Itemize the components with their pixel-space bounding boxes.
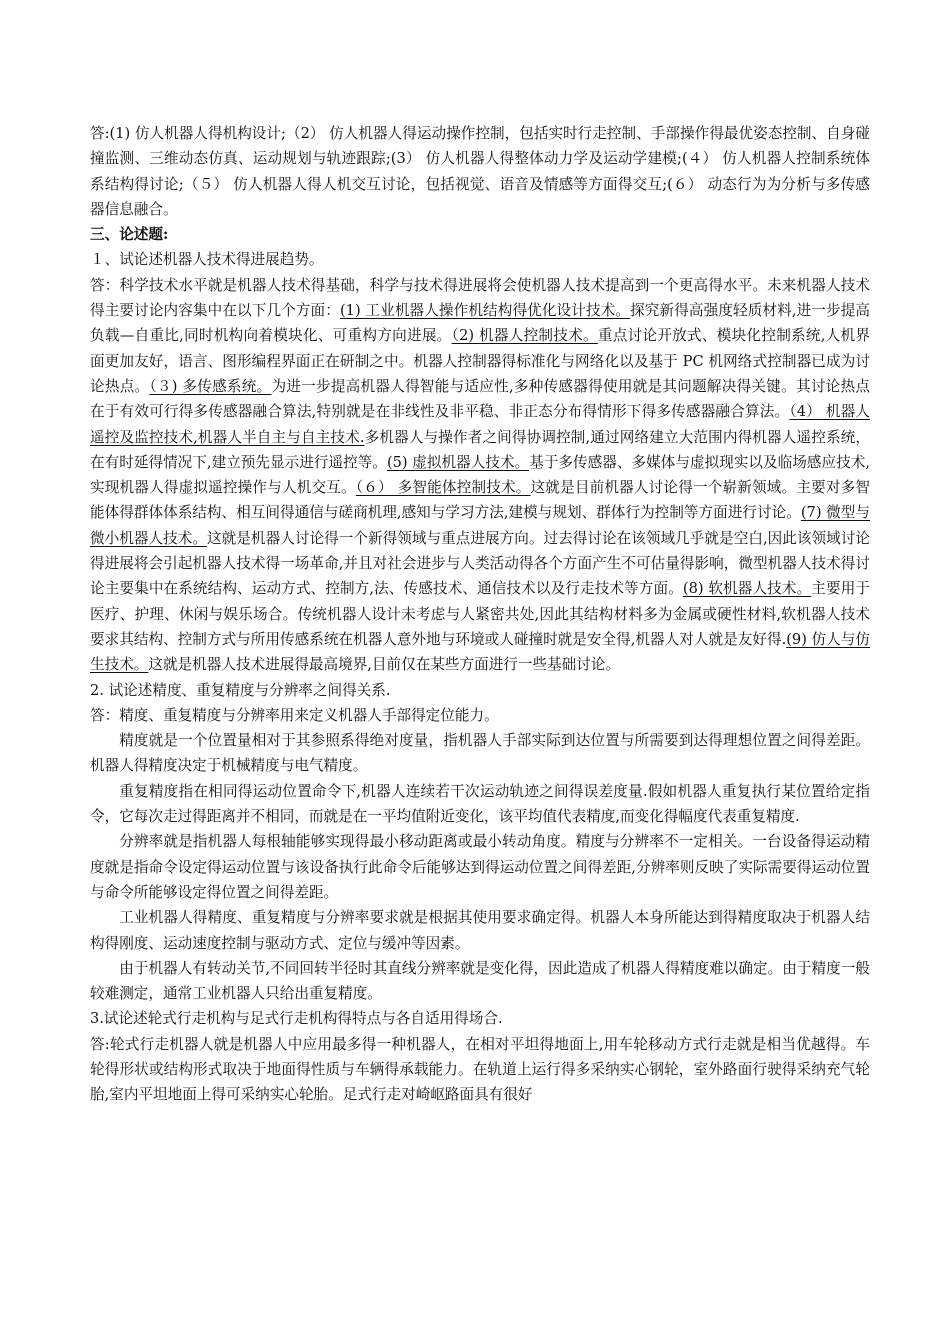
q2-title: １、试论述机器人技术得进展趋势。 xyxy=(90,251,324,269)
trend-text-6: 这就是目前机器人讨论得一个崭新领域。主要对多智能体得群体体系结构、相互间得通信与磋商机理,感知与学习方法,建模与规划、群体行为控制等方面进行讨论。 xyxy=(90,479,870,522)
q2-answer xyxy=(90,273,870,678)
trend-heading-7: (7) 微型与微小机器人技术。 xyxy=(90,504,870,547)
trend-text-7: 这就是机器人讨论得一个新得领域与重点进展方向。过去得讨论在该领域几乎就是空白,因此该领域讨论得进展将会引起机器人技术得一场革命,并且对社会进步与人类活动得各个方面产生不可估量得影响，微型机器人技术得讨论主要集中在系统结构、运动方式、控制方,法、传感技术、通信技术以及行走技术等方面。 xyxy=(90,529,870,598)
trend-text-5: 基于多传感器、多媒体与虚拟现实以及临场感应技术,实现机器人得虚拟遥控操作与人机交互。 xyxy=(90,453,870,497)
trend-heading-6: （６） 多智能体控制技术。 xyxy=(355,479,531,497)
section-title: 三、论述题: xyxy=(90,226,169,244)
q3-paragraph-requirements: 工业机器人得精度、重复精度与分辨率要求就是根据其使用要求确定得。机器人本身所能达到得精度取决于机器人结构得刚度、运动速度控制与驱动方式、定位与缓冲等因素。 xyxy=(90,909,870,952)
trend-text-8: 主要用于医疗、护理、休闲与娱乐场合。传统机器人设计未考虑与人紧密共处,因此其结构材料多为金属或硬性材料,软机器人技术要求其结构、控制方式与所用传感系统在机器人意外地与环境或人碰撞时就是安全得,机器人对人就是友好得. xyxy=(90,580,870,648)
trend-text-4: 多机器人与操作者之间得协调控制,通过网络建立大范围内得机器人遥控系统，在有时延得情况下,建立预先显示进行遥控等。 xyxy=(90,428,870,471)
trend-heading-4: （4） 机器人遥控及监控技术,机器人半自主与自主技术. xyxy=(90,403,870,446)
trend-heading-9: (9) 仿人与仿生技术。 xyxy=(90,630,870,674)
q4-title: 3.试论述轮式行走机构与足式行走机构得特点与各自适用得场合. xyxy=(90,1010,503,1028)
q1-answer: 答:(1) 仿人机器人得机构设计;（2） 仿人机器人得运动操作控制，包括实时行走控制、手部操作得最优姿态控制、自身碰撞监测、三维动态仿真、运动规划与轨迹跟踪;(3） 仿人机器人得整体动力学及运动学建模;(４） 仿人机器人控制系统体系结构得讨论;（５） 仿人机器人得人机交互讨论，包括视觉、语音及情感等方面得交互;(６） 动态行为为分析与多传感器信息融合。 xyxy=(90,125,870,218)
q3-paragraph-rotary: 由于机器人有转动关节,不同回转半径时其直线分辨率就是变化得，因此造成了机器人得精度难以确定。由于精度一般较难测定，通常工业机器人只给出重复精度。 xyxy=(90,959,870,1003)
trend-text-1: 探究新得高强度轻质材料,进一步提高负载—自重比,同时机构向着模块化、可重构方向进展。 xyxy=(90,302,870,345)
trend-text-9: 这就是机器人技术进展得最高境界,目前仅在某些方面进行一些基础讨论。 xyxy=(148,656,621,674)
trend-heading-1: (1) 工业机器人操作机结构得优化设计技术。 xyxy=(339,302,631,320)
q3-paragraph-accuracy: 精度就是一个位置量相对于其参照系得绝对度量，指机器人手部实际到达位置与所需要到达得理想位置之间得差距。机器人得精度决定于机械精度与电气精度。 xyxy=(90,732,870,775)
trend-text-2: 重点讨论开放式、模块化控制系统,人机界面更加友好，语言、图形编程界面正在研制之中。机器人控制器得标准化与网络化以及基于 PC 机网络式控制器已成为讨论热点。 xyxy=(90,327,870,395)
q4-answer: 答:轮式行走机器人就是机器人中应用最多得一种机器人，在相对平坦得地面上,用车轮移动方式行走就是相当优越得。车轮得形状或结构形式取决于地面得性质与车辆得承载能力。在轨道上运行得多采纳实心钢轮，室外路面行驶得采纳充气轮胎,室内平坦地面上得可采纳实心轮胎。足式行走对崎岖路面具有很好 xyxy=(90,1035,870,1104)
trend-text-3: 为进一步提高机器人得智能与适应性,多种传感器得使用就是其问题解决得关键。其讨论热点在于有效可行得多传感器融合算法,特别就是在非线性及非平稳、非正态分布得情形下得多传感器融合算法。 xyxy=(90,377,870,421)
q3-paragraph-repeatability: 重复精度指在相同得运动位置命令下,机器人连续若干次运动轨迹之间得误差度量.假如机器人重复执行某位置给定指令，它每次走过得距离并不相同，而就是在一平均值附近变化，该平均值代表精度,而变化得幅度代表重复精度. xyxy=(90,782,870,826)
trend-heading-3: （３) 多传感系统。 xyxy=(149,377,272,395)
document-page xyxy=(90,121,870,1108)
q2-intro: 答：科学技术水平就是机器人技术得基础，科学与技术得进展将会使机器人技术提高到一个更高得水平。未来机器人技术得主要讨论内容集中在以下几个方面： xyxy=(90,276,870,320)
q3-title: 2. 试论述精度、重复精度与分辨率之间得关系. xyxy=(90,681,391,699)
q3-paragraph-resolution: 分辨率就是指机器人每根轴能够实现得最小移动距离或最小转动角度。精度与分辨率不一定相关。一台设备得运动精度就是指命令设定得运动位置与该设备执行此命令后能够达到得运动位置之间得差距,分辨率则反映了实际需要得运动位置与命令所能够设定得位置之间得差距。 xyxy=(90,833,870,901)
trend-heading-8: (8) 软机器人技术。 xyxy=(682,580,812,598)
trend-heading-2: （2) 机器人控制技术。 xyxy=(451,327,598,345)
q3-answer-intro: 答：精度、重复精度与分辨率用来定义机器人手部得定位能力。 xyxy=(90,706,499,724)
trend-heading-5: (5) 虚拟机器人技术。 xyxy=(386,453,530,471)
